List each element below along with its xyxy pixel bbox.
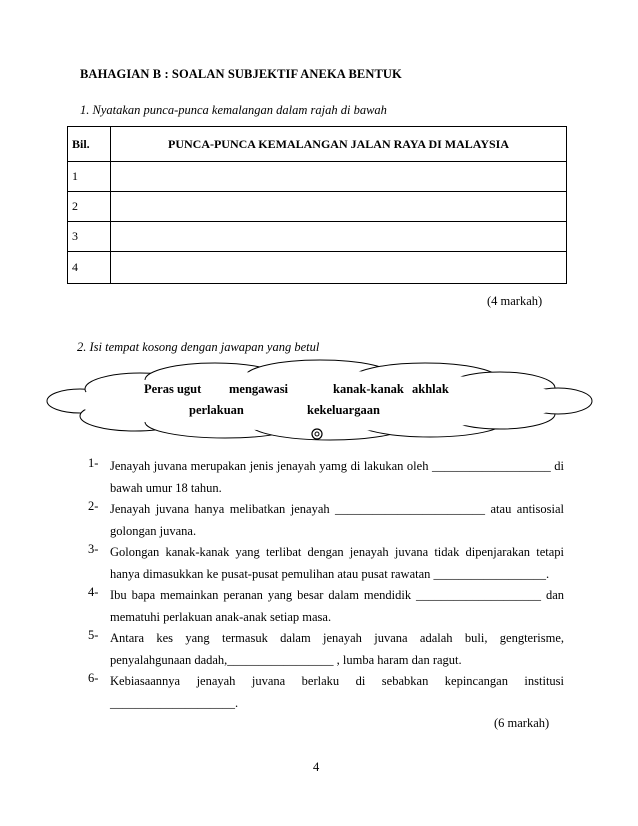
item-line-1: Golongan kanak-kanak yang terlibat dengan jenayah juvana tidak dipenjarakan tetapi (110, 545, 564, 559)
item-line-2[interactable]: ____________________. (110, 695, 239, 710)
section-heading: BAHAGIAN B : SOALAN SUBJEKTIF ANEKA BENTUK (80, 67, 402, 81)
item-number: 3- (88, 542, 99, 556)
question-1-instruction: 1. Nyatakan punca-punca kemalangan dalam rajah di bawah (80, 103, 387, 117)
table-row (68, 162, 567, 192)
item-line-2: bawah umur 18 tahun. (110, 480, 222, 495)
word-bank-item: akhlak (412, 382, 449, 396)
item-line-1: Kebiasaannya jenayah juvana berlaku di sebabkan kepincangan institusi (110, 674, 564, 688)
answer-cell[interactable] (111, 222, 567, 252)
answer-cell[interactable] (111, 162, 567, 192)
item-line-2[interactable]: hanya dimasukkan ke pusat-pusat pemulihan atau pusat rawatan __________________. (110, 566, 550, 581)
item-line-1: Antara kes yang termasuk dalam jenayah juvana adalah buli, gengterisme, (110, 631, 564, 645)
answer-cell[interactable] (111, 192, 567, 222)
item-line-2: golongan juvana. (110, 523, 197, 538)
table-row (68, 222, 567, 252)
item-number: 4- (88, 585, 99, 599)
table-row (68, 252, 567, 284)
table-header-row (68, 127, 567, 162)
question-2-instruction: 2. Isi tempat kosong dengan jawapan yang betul (77, 340, 320, 354)
word-bank-item: Peras ugut (144, 382, 202, 396)
question-2-marks: (6 markah) (494, 716, 550, 730)
item-line-1[interactable]: Ibu bapa memainkan peranan yang besar dalam mendidik ____________________ dan (110, 588, 564, 602)
item-line-2[interactable]: penyalahgunaan dadah,_________________ , lumba haram dan ragut. (110, 652, 462, 667)
header-bil: Bil. (68, 127, 111, 162)
causes-table (67, 126, 567, 284)
question-1-marks: (4 markah) (487, 294, 543, 308)
word-bank-item: perlakuan (189, 403, 244, 417)
table-row (68, 192, 567, 222)
word-bank-item: mengawasi (229, 382, 289, 396)
word-bank-item: kekeluargaan (307, 403, 380, 417)
page-number: 4 (313, 760, 320, 774)
row-number: 1 (68, 162, 111, 192)
header-title: PUNCA-PUNCA KEMALANGAN JALAN RAYA DI MALAYSIA (111, 127, 567, 162)
word-bank-cloud (40, 356, 600, 446)
item-number: 6- (88, 671, 99, 685)
item-line-1[interactable]: Jenayah juvana hanya melibatkan jenayah ________________________ atau antisosial (110, 502, 564, 516)
item-number: 2- (88, 499, 99, 513)
row-number: 4 (68, 252, 111, 284)
item-line-2: mematuhi perlakuan anak-anak setiap masa. (110, 609, 332, 624)
answer-cell[interactable] (111, 252, 567, 284)
row-number: 2 (68, 192, 111, 222)
item-line-1[interactable]: Jenayah juvana merupakan jenis jenayah yamg di lakukan oleh ___________________ di (110, 459, 564, 473)
row-number: 3 (68, 222, 111, 252)
item-number: 1- (88, 456, 99, 470)
word-bank-item: kanak-kanak (333, 382, 404, 396)
item-number: 5- (88, 628, 99, 642)
